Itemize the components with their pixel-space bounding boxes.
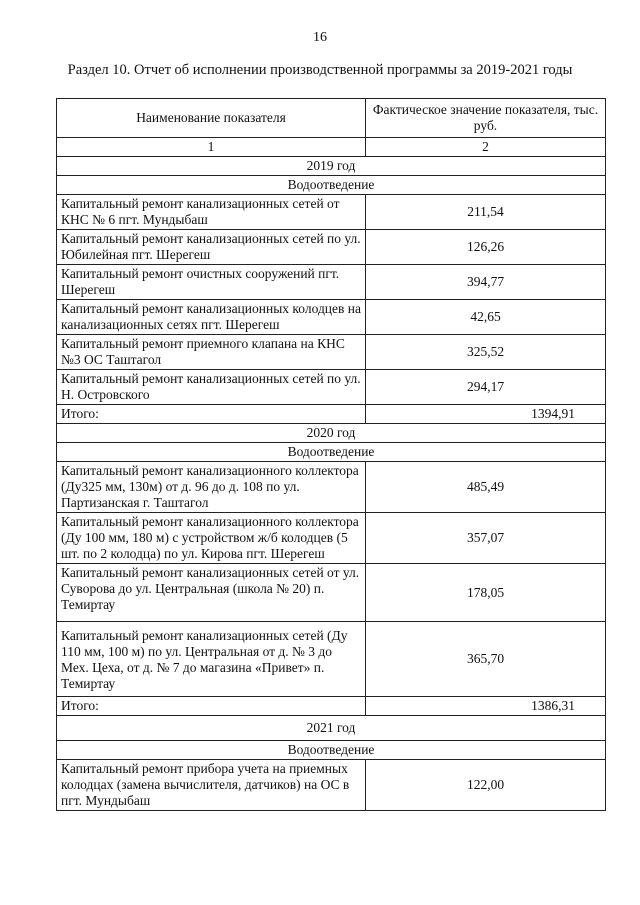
- category-row: [57, 443, 606, 462]
- row-name: Капитальный ремонт канализационных сетей по ул. Юбилейная пгт. Шерегеш: [57, 230, 366, 265]
- row-name: Капитальный ремонт канализационного коллектора (Ду325 мм, 130м) от д. 96 до д. 108 по ул. Партизанская г. Таштагол: [57, 462, 366, 513]
- row-value: 211,54: [366, 195, 606, 230]
- year-label: 2021 год: [57, 716, 606, 741]
- column-number-1: 1: [57, 138, 366, 157]
- row-value: 394,77: [366, 265, 606, 300]
- row-name: Капитальный ремонт канализационных сетей от КНС № 6 пгт. Мундыбаш: [57, 195, 366, 230]
- category-row: [57, 176, 606, 195]
- row-name: Капитальный ремонт канализационного коллектора (Ду 100 мм, 180 м) с устройством ж/б колодцев (5 шт. по 2 колодца) по ул. Кирова пгт. Шерегеш: [57, 513, 366, 564]
- table-row: [57, 335, 606, 370]
- row-name: Капитальный ремонт канализационных сетей (Ду 110 мм, 100 м) по ул. Центральная от д. № 3 до Мех. Цеха, от д. № 7 до магазина «Привет» п. Темиртау: [57, 622, 366, 697]
- row-value: 122,00: [366, 760, 606, 811]
- table-row: [57, 195, 606, 230]
- year-row: [57, 157, 606, 176]
- year-row: [57, 716, 606, 741]
- category-row: [57, 741, 606, 760]
- year-label: 2019 год: [57, 157, 606, 176]
- page-number: 16: [313, 30, 327, 45]
- total-row: [57, 405, 606, 424]
- table-row: [57, 265, 606, 300]
- column-number-2: 2: [366, 138, 606, 157]
- row-name: Капитальный ремонт очистных сооружений пгт. Шерегеш: [57, 265, 366, 300]
- row-value: 325,52: [366, 335, 606, 370]
- table-row: [57, 760, 606, 811]
- row-value: 178,05: [366, 564, 606, 622]
- row-value: 485,49: [366, 462, 606, 513]
- table-row: [57, 513, 606, 564]
- header-row: [57, 99, 606, 138]
- table-row: [57, 564, 606, 622]
- category-label: Водоотведение: [57, 176, 606, 195]
- row-name: Капитальный ремонт канализационных колодцев на канализационных сетях пгт. Шерегеш: [57, 300, 366, 335]
- table-row: [57, 622, 606, 697]
- row-value: 294,17: [366, 370, 606, 405]
- year-row: [57, 424, 606, 443]
- header-value: Фактическое значение показателя, тыс. руб.: [366, 99, 606, 138]
- column-number-row: [57, 138, 606, 157]
- report-table: [56, 98, 606, 811]
- row-value: 365,70: [366, 622, 606, 697]
- category-label: Водоотведение: [57, 741, 606, 760]
- row-name: Капитальный ремонт канализационных сетей по ул. Н. Островского: [57, 370, 366, 405]
- header-name: Наименование показателя: [57, 99, 366, 138]
- row-value: 42,65: [366, 300, 606, 335]
- table-row: [57, 370, 606, 405]
- row-value: 126,26: [366, 230, 606, 265]
- total-label: Итого:: [57, 697, 366, 716]
- total-row: [57, 697, 606, 716]
- row-value: 357,07: [366, 513, 606, 564]
- page-title: Раздел 10. Отчет об исполнении производственной программы за 2019-2021 годы: [67, 62, 573, 78]
- category-label: Водоотведение: [57, 443, 606, 462]
- total-value: 1394,91: [366, 405, 606, 424]
- row-name: Капитальный ремонт приемного клапана на КНС №3 ОС Таштагол: [57, 335, 366, 370]
- total-value: 1386,31: [366, 697, 606, 716]
- table-row: [57, 300, 606, 335]
- row-name: Капитальный ремонт прибора учета на приемных колодцах (замена вычислителя, датчиков) на ОС в пгт. Мундыбаш: [57, 760, 366, 811]
- year-label: 2020 год: [57, 424, 606, 443]
- table-row: [57, 462, 606, 513]
- row-name: Капитальный ремонт канализационных сетей от ул. Суворова до ул. Центральная (школа № 20) п. Темиртау: [57, 564, 366, 622]
- table-row: [57, 230, 606, 265]
- total-label: Итого:: [57, 405, 366, 424]
